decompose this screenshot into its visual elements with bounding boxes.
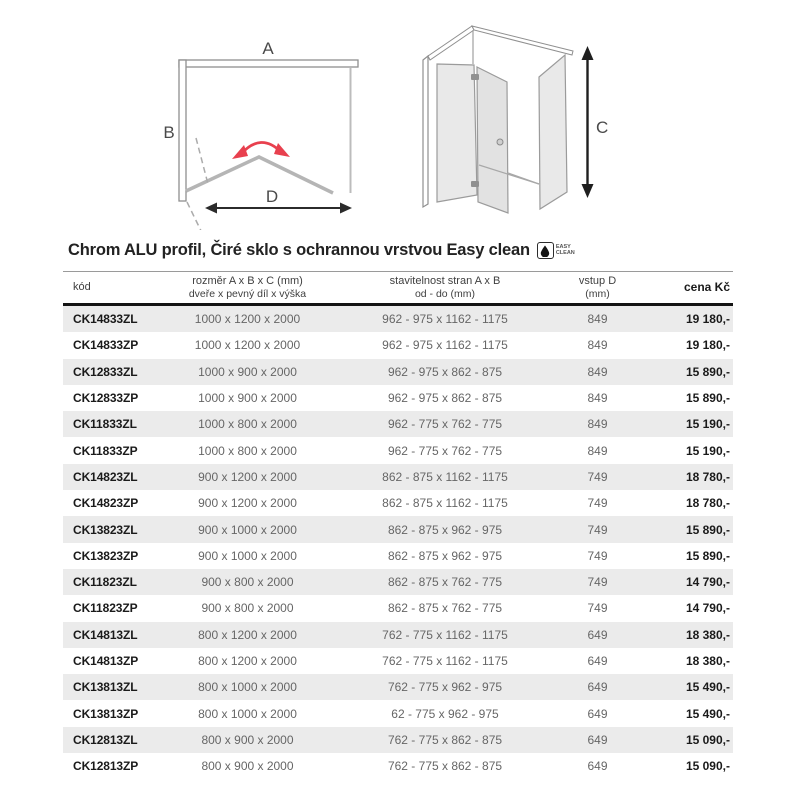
cell-vstup: 849 <box>587 443 608 458</box>
cell-kod: CK11823ZP <box>73 601 138 616</box>
cell-cena: 15 490,- <box>685 706 730 721</box>
hinge-icon <box>471 74 479 80</box>
cell-cena: 14 790,- <box>685 575 730 590</box>
cell-kod: CK11823ZL <box>73 575 137 590</box>
cell-cena: 15 090,- <box>685 759 730 774</box>
cell-rozmer: 800 x 1200 x 2000 <box>198 654 297 668</box>
cell-stavitelnost: 962 - 775 x 762 - 775 <box>387 417 503 432</box>
table-body <box>63 306 733 779</box>
cell-stavitelnost: 762 - 775 x 862 - 875 <box>387 759 503 774</box>
cell-cena: 15 890,- <box>685 522 730 537</box>
cell-cena: 18 380,- <box>685 654 730 668</box>
cell-kod: CK14813ZL <box>73 627 138 642</box>
dimension-b-label: B <box>163 123 175 142</box>
cell-kod: CK13823ZL <box>73 522 138 537</box>
product-spec-table <box>63 271 733 779</box>
cell-cena: 18 380,- <box>685 627 730 642</box>
droplet-icon <box>537 242 554 259</box>
cell-vstup: 749 <box>587 575 608 590</box>
door-panel-fixed-leaf <box>437 64 477 202</box>
cell-stavitelnost: 962 - 975 x 862 - 875 <box>387 391 503 406</box>
cell-stavitelnost: 862 - 875 x 962 - 975 <box>387 522 503 537</box>
cell-vstup: 649 <box>587 654 608 668</box>
cell-kod: CK14833ZP <box>73 338 139 353</box>
folding-door-line <box>186 157 333 193</box>
perspective-view-diagram <box>400 15 620 225</box>
table-row <box>63 595 733 621</box>
arrow-head-down <box>582 184 594 198</box>
cell-rozmer: 900 x 1200 x 2000 <box>198 496 297 511</box>
table-row <box>63 569 733 595</box>
cell-stavitelnost: 962 - 975 x 1162 - 1175 <box>382 338 508 353</box>
door-knob-icon <box>497 139 503 145</box>
door-folded-dashed-line <box>187 202 204 230</box>
cell-rozmer: 800 x 900 x 2000 <box>201 759 294 774</box>
cell-stavitelnost: 862 - 875 x 962 - 975 <box>387 548 503 563</box>
table-row <box>63 359 733 385</box>
cell-rozmer: 900 x 800 x 2000 <box>201 575 294 590</box>
door-panel-open-leaf <box>477 67 508 213</box>
cell-stavitelnost: 862 - 875 x 762 - 775 <box>387 601 503 616</box>
cell-stavitelnost: 862 - 875 x 1162 - 1175 <box>382 496 508 511</box>
wall-b-profile <box>179 60 186 201</box>
cell-vstup: 849 <box>587 391 608 406</box>
cell-kod: CK14823ZP <box>73 496 139 511</box>
cell-stavitelnost: 762 - 775 x 1162 - 1175 <box>382 627 508 642</box>
table-row <box>63 753 733 779</box>
column-header-cena: cena Kč <box>683 280 730 295</box>
table-row <box>63 306 733 332</box>
wall-slab <box>423 56 428 207</box>
table-row <box>63 543 733 569</box>
cell-cena: 19 180,- <box>685 312 730 327</box>
cell-stavitelnost: 962 - 975 x 862 - 875 <box>387 364 503 379</box>
cell-stavitelnost: 62 - 775 x 962 - 975 <box>391 706 499 721</box>
section-title-row <box>68 241 575 260</box>
table-row <box>63 674 733 700</box>
cell-kod: CK14833ZL <box>73 312 138 327</box>
cell-cena: 18 780,- <box>685 469 730 484</box>
cell-kod: CK11833ZL <box>73 417 137 432</box>
table-row <box>63 411 733 437</box>
hinge-icon <box>471 181 479 187</box>
cell-cena: 15 190,- <box>685 443 730 458</box>
arrow-head-right <box>340 203 352 214</box>
cell-kod: CK14823ZL <box>73 469 138 484</box>
cell-rozmer: 900 x 1000 x 2000 <box>198 548 297 563</box>
cell-stavitelnost: 962 - 775 x 762 - 775 <box>387 443 503 458</box>
table-row <box>63 332 733 358</box>
swing-arrow-head <box>274 143 290 157</box>
cell-kod: CK12833ZL <box>73 364 138 379</box>
cell-vstup: 849 <box>587 338 608 353</box>
cell-vstup: 649 <box>587 680 608 695</box>
cell-stavitelnost: 762 - 775 x 862 - 875 <box>387 732 503 747</box>
cell-vstup: 649 <box>587 759 608 774</box>
plan-view-diagram <box>145 25 375 230</box>
cell-vstup: 849 <box>587 364 608 379</box>
column-header-stavitelnost: stavitelnost stran A x B od - do (mm) <box>389 274 501 300</box>
cell-kod: CK13813ZP <box>73 706 139 721</box>
top-rail-right <box>472 26 573 55</box>
door-folded-dashed-line <box>196 138 208 184</box>
cell-vstup: 649 <box>587 732 608 747</box>
cell-kod: CK13813ZL <box>73 680 138 695</box>
column-header-vstup: vstup D (mm) <box>578 274 617 300</box>
cell-vstup: 849 <box>587 312 608 327</box>
cell-cena: 15 890,- <box>685 548 730 563</box>
cell-rozmer: 1000 x 900 x 2000 <box>198 364 297 379</box>
cell-cena: 15 890,- <box>685 364 730 379</box>
table-row <box>63 516 733 542</box>
easy-clean-label: EASY CLEAN <box>555 243 575 256</box>
table-row <box>63 622 733 648</box>
cell-rozmer: 1000 x 900 x 2000 <box>198 391 297 406</box>
cell-cena: 19 180,- <box>685 338 730 353</box>
cell-vstup: 649 <box>587 627 608 642</box>
cell-kod: CK12833ZP <box>73 391 139 406</box>
floor-edge <box>508 173 539 184</box>
cell-stavitelnost: 962 - 975 x 1162 - 1175 <box>382 312 508 327</box>
cell-vstup: 849 <box>587 417 608 432</box>
cell-kod: CK11833ZP <box>73 443 138 458</box>
cell-stavitelnost: 762 - 775 x 1162 - 1175 <box>382 654 508 668</box>
arrow-head-left <box>205 203 217 214</box>
cell-stavitelnost: 862 - 875 x 762 - 775 <box>387 575 503 590</box>
cell-vstup: 749 <box>587 496 608 511</box>
side-fixed-panel <box>539 55 567 209</box>
table-row <box>63 727 733 753</box>
cell-kod: CK14813ZP <box>73 654 139 668</box>
easy-clean-badge <box>537 242 575 259</box>
cell-stavitelnost: 762 - 775 x 962 - 975 <box>387 680 503 695</box>
cell-vstup: 749 <box>587 601 608 616</box>
column-header-rozmer: rozměr A x B x C (mm) dveře x pevný díl x výška <box>188 274 307 300</box>
table-row <box>63 648 733 674</box>
cell-stavitelnost: 862 - 875 x 1162 - 1175 <box>382 469 508 484</box>
cell-rozmer: 900 x 1000 x 2000 <box>198 522 297 537</box>
cell-vstup: 749 <box>587 548 608 563</box>
table-row <box>63 464 733 490</box>
cell-rozmer: 1000 x 1200 x 2000 <box>194 312 301 327</box>
cell-cena: 15 090,- <box>685 732 730 747</box>
cell-rozmer: 900 x 800 x 2000 <box>201 601 294 616</box>
arrow-head-up <box>582 46 594 60</box>
page-title: Chrom ALU profil, Čiré sklo s ochrannou vrstvou Easy clean <box>68 241 530 259</box>
top-rail-left <box>428 26 474 60</box>
cell-kod: CK12813ZL <box>73 732 138 747</box>
cell-rozmer: 1000 x 1200 x 2000 <box>194 338 301 353</box>
column-header-kod: kód <box>73 280 91 293</box>
cell-kod: CK13823ZP <box>73 548 139 563</box>
cell-kod: CK12813ZP <box>73 759 139 774</box>
cell-rozmer: 800 x 1000 x 2000 <box>198 706 297 721</box>
cell-rozmer: 800 x 1000 x 2000 <box>198 680 297 695</box>
cell-cena: 14 790,- <box>685 601 730 616</box>
dimension-c-label: C <box>596 118 609 137</box>
cell-cena: 15 490,- <box>685 680 730 695</box>
cell-cena: 18 780,- <box>685 496 730 511</box>
table-row <box>63 700 733 726</box>
cell-vstup: 749 <box>587 522 608 537</box>
cell-cena: 15 890,- <box>685 391 730 406</box>
table-row <box>63 437 733 463</box>
dimension-d-label: D <box>265 187 279 206</box>
wall-a-profile <box>179 60 358 67</box>
table-row <box>63 385 733 411</box>
cell-vstup: 749 <box>587 469 608 484</box>
dimension-a-label: A <box>262 39 274 58</box>
swing-arrow-head <box>232 145 248 159</box>
cell-rozmer: 800 x 900 x 2000 <box>201 732 294 747</box>
table-row <box>63 490 733 516</box>
cell-rozmer: 900 x 1200 x 2000 <box>198 469 297 484</box>
cell-cena: 15 190,- <box>685 417 730 432</box>
cell-rozmer: 1000 x 800 x 2000 <box>198 417 297 432</box>
cell-rozmer: 1000 x 800 x 2000 <box>198 443 297 458</box>
cell-vstup: 649 <box>587 706 608 721</box>
table-header <box>63 271 733 306</box>
cell-rozmer: 800 x 1200 x 2000 <box>198 627 297 642</box>
